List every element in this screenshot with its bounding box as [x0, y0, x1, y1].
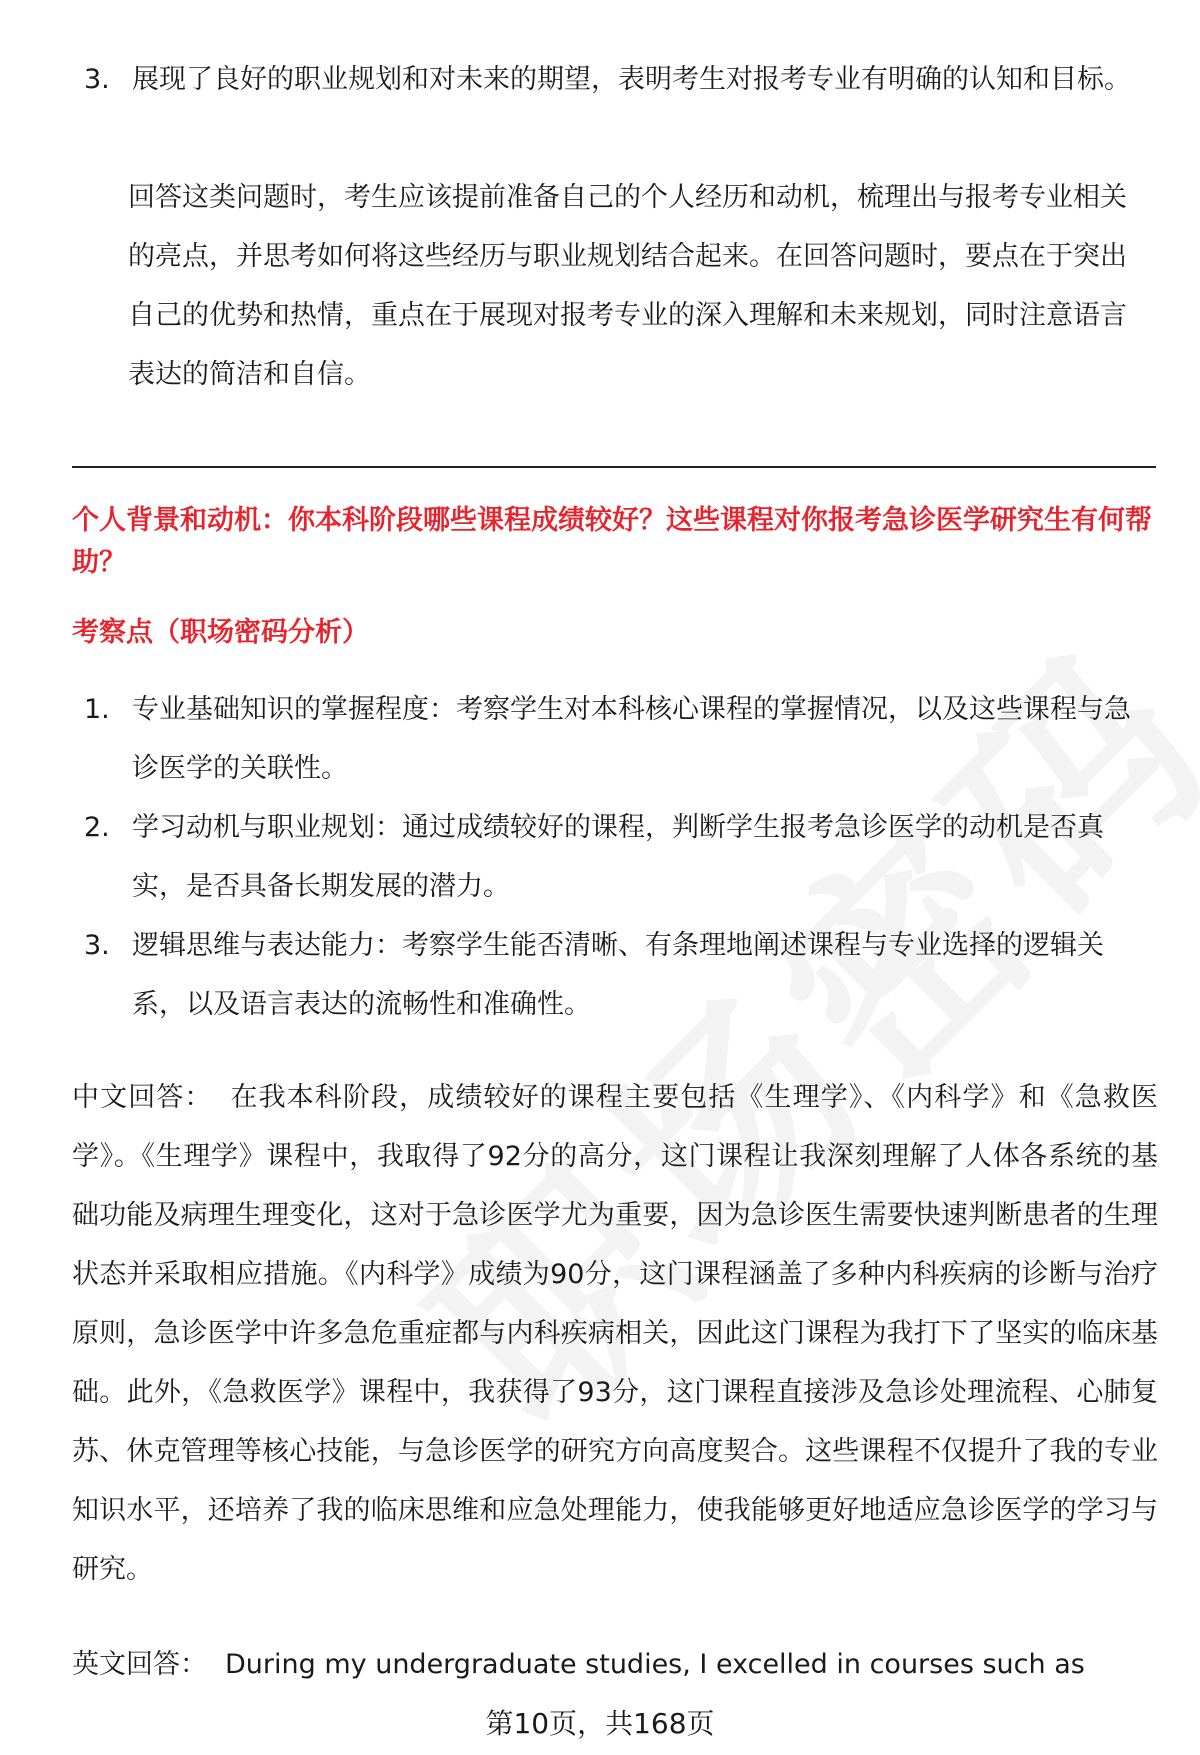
section-title: 考察点（职场密码分析）: [72, 617, 369, 648]
list-item: [84, 50, 1144, 109]
english-answer-label: 英文回答：: [72, 1649, 207, 1680]
list-item: [84, 916, 1144, 1034]
english-answer-text: During my undergraduate studies, I excelled in courses such as: [225, 1649, 1085, 1680]
chinese-answer-label: 中文回答：: [72, 1082, 213, 1113]
list-item: [84, 680, 1144, 798]
chinese-answer-text: 在我本科阶段，成绩较好的课程主要包括《生理学》、《内科学》和《急救医学》。《生理学》课程中，我取得了92分的高分，这门课程让我深刻理解了人体各系统的基础功能及病理生理变化，这对于急诊医学尤为重要，因为急诊医生需要快速判断患者的生理状态并采取相应措施。《内科学》成绩为90分，这门课程涵盖了多种内科疾病的诊断与治疗原则，急诊医学中许多急危重症都与内科疾病相关，因此这门课程为我打下了坚实的临床基础。此外，《急救医学》课程中，我获得了93分，这门课程直接涉及急诊处理流程、心肺复苏、休克管理等核心技能，与急诊医学的研究方向高度契合。这些课程不仅提升了我的专业知识水平，还培养了我的临床思维和应急处理能力，使我能够更好地适应急诊医学的学习与研究。: [72, 1082, 1159, 1585]
advice-paragraph: 回答这类问题时，考生应该提前准备自己的个人经历和动机，梳理出与报考专业相关的亮点，并思考如何将这些经历与职业规划结合起来。在回答问题时，要点在于突出自己的优势和热情，重点在于展现对报考专业的深入理解和未来规划，同时注意语言表达的简洁和自信。: [128, 182, 1127, 390]
list-number: 3.: [84, 930, 110, 961]
page-number: 第10页，共168页: [485, 1707, 715, 1740]
list-number: 1.: [84, 694, 110, 725]
question-heading: 个人背景和动机：你本科阶段哪些课程成绩较好？这些课程对你报考急诊医学研究生有何帮助？: [72, 505, 1152, 578]
list-item-text: 学习动机与职业规划：通过成绩较好的课程，判断学生报考急诊医学的动机是否真实，是否具备长期发展的潜力。: [132, 812, 1104, 902]
list-item-text: 专业基础知识的掌握程度：考察学生对本科核心课程的掌握情况，以及这些课程与急诊医学的关联性。: [132, 694, 1131, 784]
english-answer: [72, 1635, 1158, 1694]
chinese-answer: [72, 1068, 1158, 1599]
list-item: [84, 798, 1144, 916]
list-item-text: 展现了良好的职业规划和对未来的期望，表明考生对报考专业有明确的认知和目标。: [132, 64, 1131, 95]
list-number: 3.: [84, 64, 110, 95]
list-number: 2.: [84, 812, 110, 843]
section-divider: [72, 466, 1156, 468]
list-item-text: 逻辑思维与表达能力：考察学生能否清晰、有条理地阐述课程与专业选择的逻辑关系，以及语言表达的流畅性和准确性。: [132, 930, 1104, 1020]
